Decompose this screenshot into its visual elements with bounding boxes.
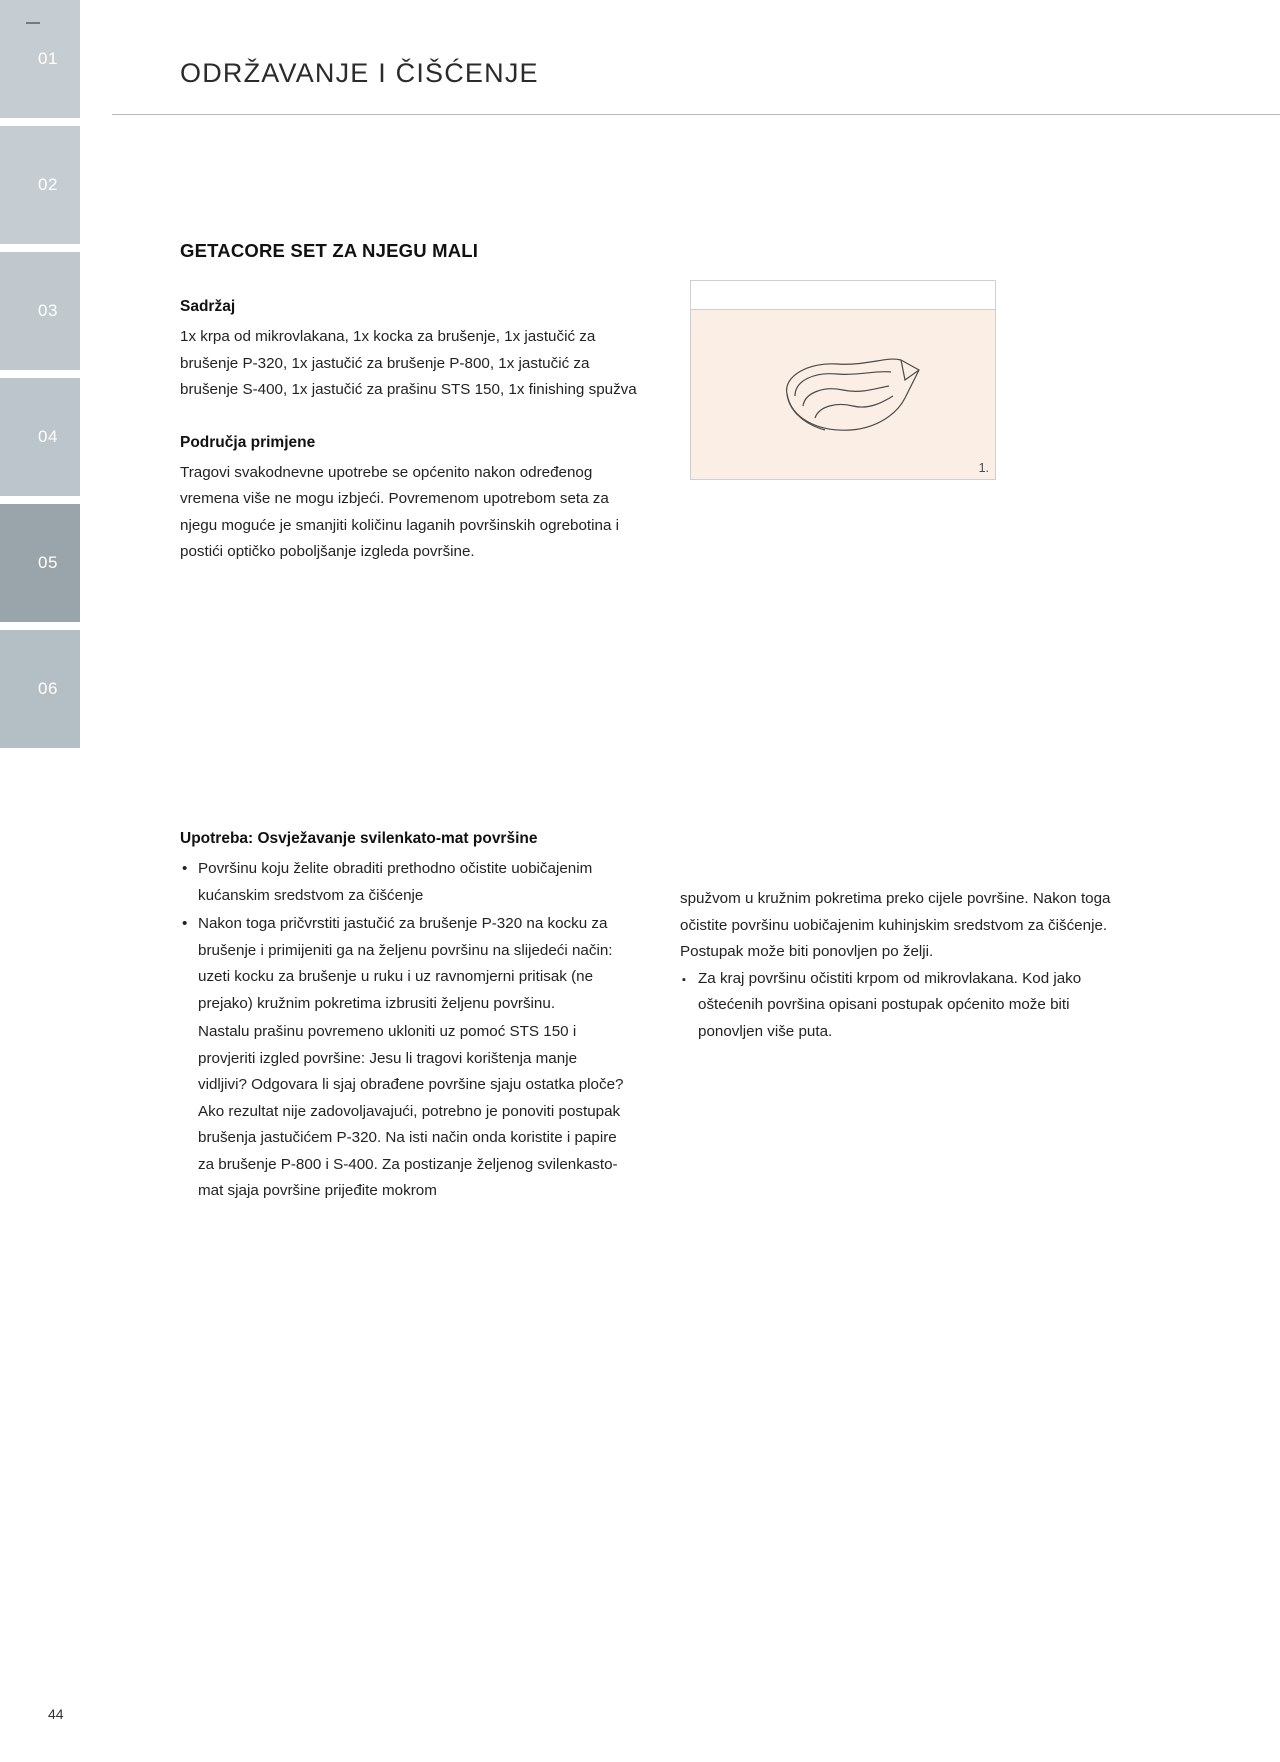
sidebar-tab-label: 03 xyxy=(38,301,58,320)
header-divider xyxy=(112,114,1280,115)
page-title: ODRŽAVANJE I ČIŠĆENJE xyxy=(180,58,539,88)
bookmark-dash-icon xyxy=(26,22,40,24)
sidebar-tab-01[interactable] xyxy=(0,0,80,118)
sidebar-tab-label: 01 xyxy=(38,49,58,68)
spacer xyxy=(180,404,640,434)
page-header xyxy=(180,58,1280,89)
left-column xyxy=(180,298,640,566)
usage-left-column xyxy=(180,856,625,1205)
usage-paragraph-1: Nastalu prašinu povremeno ukloniti uz pomoć STS 150 i provjeriti izgled površine: Jesu li tragovi korištenja manje vidljivi? Odgovara li sjaj obrađene površine sjaju ostatka ploče? Ako rezultat nije zadovoljavajući, potrebno je ponoviti postupak brušenja jastučićem P-320. Na isti način onda koristite i papire za brušenje P-800 i S-400. Za postizanje željenog svilenkasto-mat sjaja površine prijeđite mokrom xyxy=(198,1023,624,1199)
page-number: 44 xyxy=(48,1706,64,1722)
contents-text: 1x krpa od mikrovlakana, 1x kocka za brušenje, 1x jastučić za brušenje P-320, 1x jastučić za brušenje P-800, 1x jastučić za brušenje S-400, 1x jastučić za prašinu STS 150, 1x finishing spužva xyxy=(180,328,637,398)
section-title: GETACORE SET ZA NJEGU MALI xyxy=(180,240,479,261)
usage-right-bullet-list xyxy=(680,966,1120,1046)
usage-bullet-list xyxy=(180,856,625,1017)
sidebar-tab-04[interactable] xyxy=(0,378,80,496)
application-heading: Područja primjene xyxy=(180,433,316,451)
list-item-text: Površinu koju želite obraditi prethodno očistite uobičajenim kućanskim sredstvom za čišćenje xyxy=(198,860,593,904)
section-tab-rail xyxy=(0,0,80,1762)
care-set-illustration xyxy=(691,310,995,480)
contents-heading: Sadržaj xyxy=(180,298,236,315)
sidebar-tab-label: 05 xyxy=(38,553,58,572)
sidebar-tab-03[interactable] xyxy=(0,252,80,370)
sidebar-tab-06[interactable] xyxy=(0,630,80,748)
usage-right-column xyxy=(680,886,1120,1047)
application-text: Tragovi svakodnevne upotrebe se općenito nakon određenog vremena više ne mogu izbjeći. Povremenom upotrebom seta za njegu moguće je smanjiti količinu laganih površinskih ogrebotina i postići optičko poboljšanje izgleda površine. xyxy=(180,463,619,560)
figure-caption: 1. xyxy=(978,461,989,475)
usage-heading: Upotreba: Osvježavanje svilenkato-mat površine xyxy=(180,830,538,847)
bullet-square-icon: ▪ xyxy=(682,973,686,986)
bullet-icon: • xyxy=(182,860,188,877)
list-item xyxy=(180,856,625,909)
sidebar-tab-label: 06 xyxy=(38,679,58,698)
list-item xyxy=(180,911,625,1017)
usage-right-paragraph: spužvom u kružnim pokretima preko cijele površine. Nakon toga očistite površinu uobičajenim kuhinjskim sredstvom za čišćenje. Postupak može biti ponovljen po želji. xyxy=(680,890,1111,960)
sidebar-tab-05-active[interactable] xyxy=(0,504,80,622)
figure-image-area xyxy=(691,309,995,479)
sidebar-tab-label: 04 xyxy=(38,427,58,446)
sidebar-tab-label: 02 xyxy=(38,175,58,194)
list-item-text: Za kraj površinu očistiti krpom od mikrovlakana. Kod jako oštećenih površina opisani postupak općenito može biti ponovljen više puta. xyxy=(698,969,1082,1040)
bullet-icon: • xyxy=(182,915,188,932)
list-item xyxy=(680,966,1120,1046)
main-content xyxy=(180,240,1280,560)
list-item-text: Nakon toga pričvrstiti jastučić za brušenje P-320 na kocku za brušenje i primijeniti ga na željenu površinu na slijedeći način: uzeti kocku za brušenje u ruku i uz ravnomjerni pritisak (ne prejako) kružnim pokretima izbrusiti željenu površinu. xyxy=(198,915,613,1012)
usage-section xyxy=(180,830,1280,1199)
sidebar-tab-02[interactable] xyxy=(0,126,80,244)
product-figure xyxy=(690,280,996,480)
